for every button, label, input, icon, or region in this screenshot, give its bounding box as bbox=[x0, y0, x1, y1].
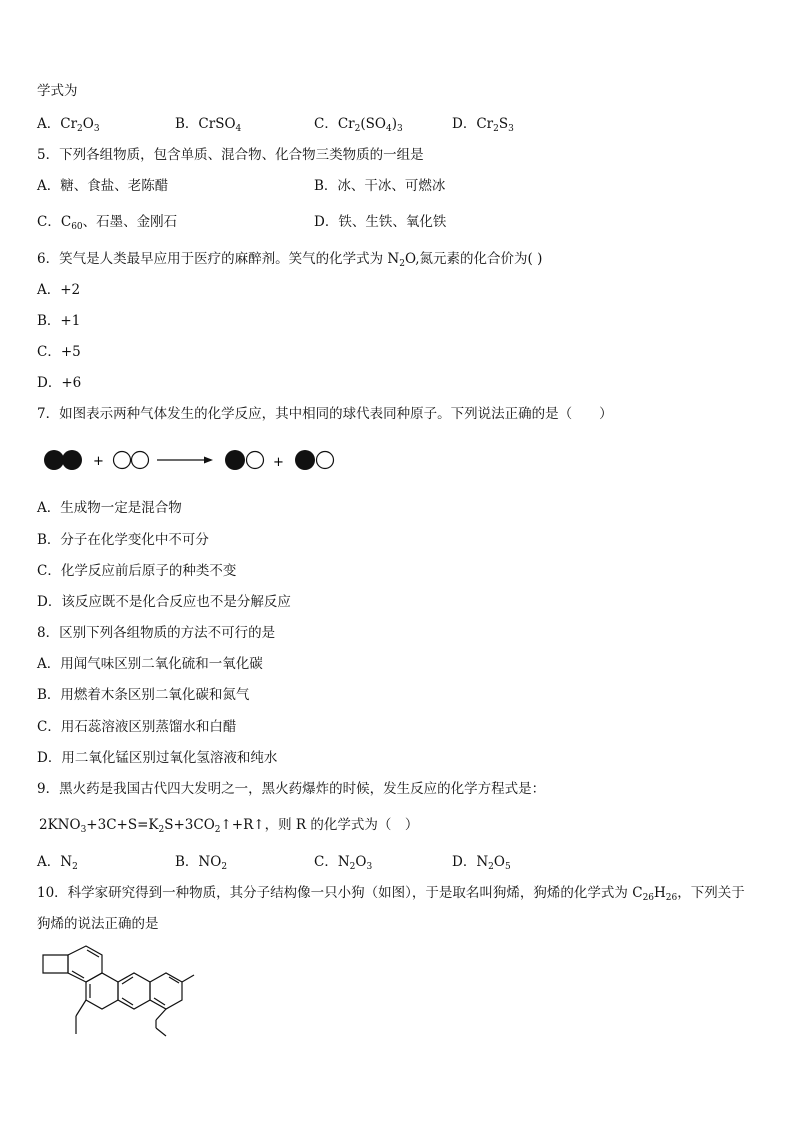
q4-option-d[interactable]: D．$Cr_2S_3$ bbox=[452, 116, 514, 134]
question-6-stem: 6．笑气是人类最早应用于医疗的麻醉剂。笑气的化学式为 $N_2O$,氮元素的化合价为( ) bbox=[37, 251, 543, 269]
question-10-stem: 10．科学家研究得到一种物质，其分子结构像一只小狗（如图），于是取名叫狗烯，狗烯的化学式为 $C_{26}H_{26}$，下列关于 bbox=[37, 885, 745, 903]
reactant-molecule-black bbox=[44, 450, 82, 470]
q8-option-a[interactable]: A．用闻气味区别二氧化硫和一氧化碳 bbox=[37, 656, 263, 672]
q6-option-c[interactable]: C．+5 bbox=[37, 344, 81, 360]
plus-sign-2: + bbox=[273, 455, 284, 470]
question-7-stem: 7．如图表示两种气体发生的化学反应，其中相同的球代表同种原子。下列说法正确的是（ ） bbox=[37, 406, 613, 422]
q6-option-d[interactable]: D．+6 bbox=[37, 375, 82, 391]
question-9-stem: 9．黑火药是我国古代四大发明之一，黑火药爆炸的时候，发生反应的化学方程式是： bbox=[37, 781, 546, 797]
q5-option-d[interactable]: D．铁、生铁、氧化铁 bbox=[314, 214, 447, 230]
dog-ene-structure-diagram bbox=[38, 942, 188, 1042]
plus-sign-1: + bbox=[93, 454, 104, 469]
q7-option-d[interactable]: D．该反应既不是化合反应也不是分解反应 bbox=[37, 594, 291, 610]
q7-option-a[interactable]: A．生成物一定是混合物 bbox=[37, 500, 182, 516]
reaction-diagram bbox=[37, 440, 377, 480]
q7-option-c[interactable]: C．化学反应前后原子的种类不变 bbox=[37, 563, 237, 579]
question-5-stem: 5．下列各组物质，包含单质、混合物、化合物三类物质的一组是 bbox=[37, 147, 424, 163]
q9-option-a[interactable]: A．$N_2$ bbox=[37, 854, 78, 872]
q8-option-b[interactable]: B．用燃着木条区别二氧化碳和氮气 bbox=[37, 687, 250, 703]
q4-option-b[interactable]: B．CrSO$_4$ bbox=[175, 116, 242, 134]
q9-option-c[interactable]: C．$N_2O_3$ bbox=[314, 854, 373, 872]
q6-option-b[interactable]: B．+1 bbox=[37, 313, 81, 329]
product-molecule-1 bbox=[225, 450, 264, 470]
chemical-equation: $2KNO_3+3C+S=K_2S+3CO_2↑+R↑$，则 R 的化学式为（ ） bbox=[39, 817, 419, 835]
q8-option-c[interactable]: C．用石蕊溶液区别蒸馏水和白醋 bbox=[37, 719, 237, 735]
question-4-stem-tail: 学式为 bbox=[37, 83, 78, 99]
q5-option-a[interactable]: A．糖、食盐、老陈醋 bbox=[37, 178, 169, 194]
question-8-stem: 8．区别下列各组物质的方法不可行的是 bbox=[37, 625, 276, 641]
q6-option-a[interactable]: A．+2 bbox=[37, 282, 81, 298]
q4-option-c[interactable]: C．$Cr_2(SO_4)_3$ bbox=[314, 116, 403, 134]
product-molecule-2 bbox=[295, 450, 334, 470]
q9-option-b[interactable]: B．$NO_2$ bbox=[175, 854, 228, 872]
q8-option-d[interactable]: D．用二氧化锰区别过氧化氢溶液和纯水 bbox=[37, 750, 278, 766]
q5-option-b[interactable]: B．冰、干冰、可燃冰 bbox=[314, 178, 446, 194]
reactant-molecule-white bbox=[114, 452, 149, 469]
reaction-arrow-icon bbox=[157, 457, 213, 464]
q9-option-d[interactable]: D．$N_2O_5$ bbox=[452, 854, 511, 872]
q5-option-c[interactable]: C．$C_{60}$、石墨、金刚石 bbox=[37, 214, 178, 232]
question-10-stem-line2: 狗烯的说法正确的是 bbox=[37, 916, 159, 932]
q7-option-b[interactable]: B．分子在化学变化中不可分 bbox=[37, 532, 209, 548]
q4-option-a[interactable]: A．$Cr_2O_3$ bbox=[37, 116, 100, 134]
